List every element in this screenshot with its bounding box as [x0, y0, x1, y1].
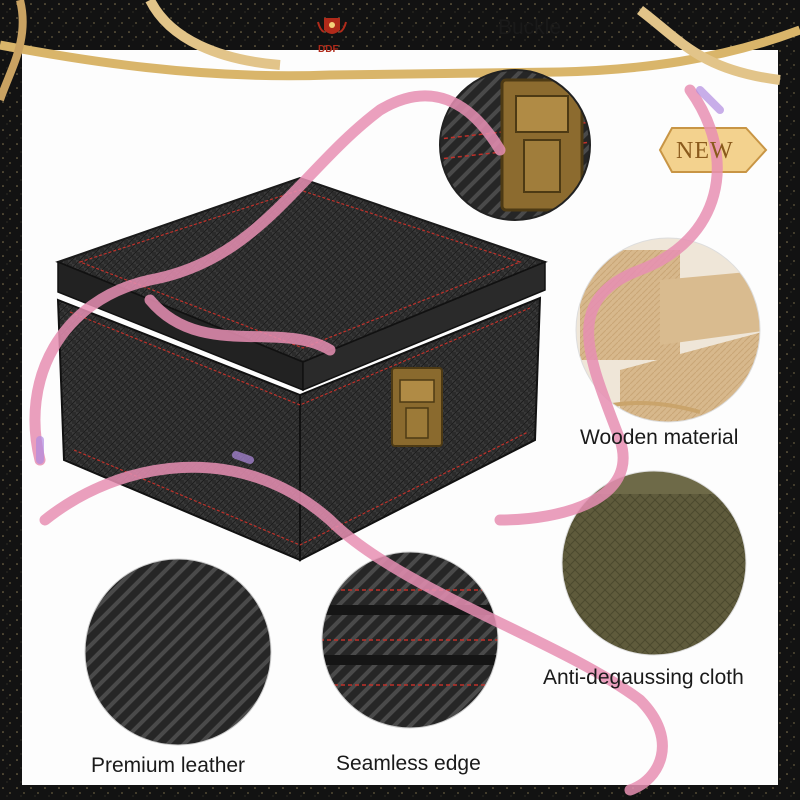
brand-logo-icon [318, 18, 346, 34]
brand-name: DDF [318, 44, 339, 55]
caption-buckle: Buckle [498, 16, 562, 39]
buckle-detail-photo [430, 60, 610, 240]
new-badge-label: NEW [676, 138, 734, 164]
caption-seamless-edge: Seamless edge [336, 752, 481, 775]
caption-premium-leather: Premium leather [91, 754, 246, 777]
caption-anti-degaussing: Anti-degaussing cloth [543, 666, 744, 689]
caption-wooden-material: Wooden material [580, 426, 739, 449]
